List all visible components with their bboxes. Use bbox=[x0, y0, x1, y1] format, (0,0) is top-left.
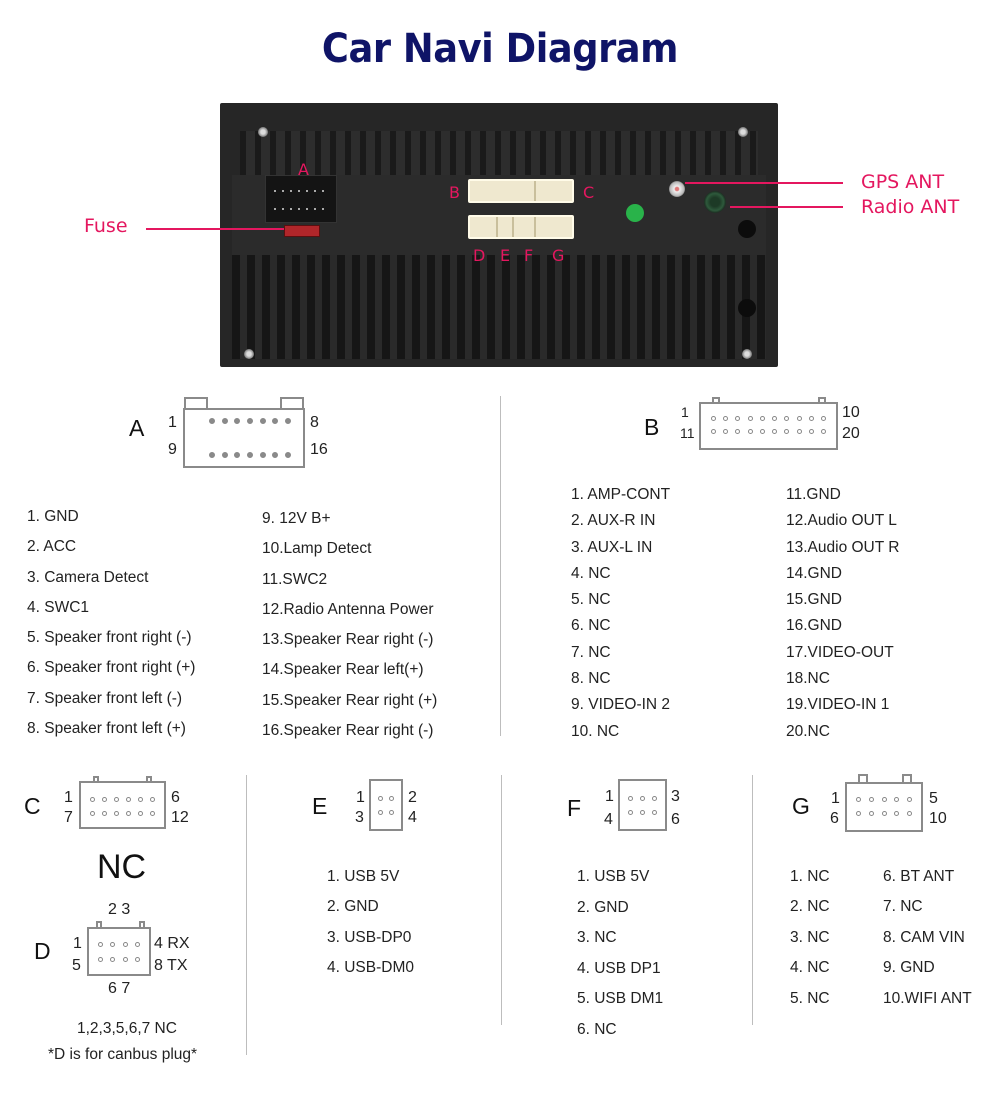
divider-cd-e bbox=[246, 775, 247, 1055]
pin-item: 1. GND bbox=[27, 508, 79, 525]
connector-b-housing bbox=[699, 402, 838, 450]
pin-item: 5. NC bbox=[790, 989, 830, 1007]
radio-ant-label: Radio ANT bbox=[861, 196, 960, 218]
pin-item: 2. AUX-R IN bbox=[571, 512, 656, 530]
pin-item: 6. Speaker front right (+) bbox=[27, 659, 196, 677]
pin-item: 9. GND bbox=[883, 959, 935, 977]
photo-label-f: F bbox=[524, 246, 534, 265]
connector-d-housing bbox=[87, 927, 151, 976]
connector-e-pins bbox=[327, 862, 414, 983]
screw-icon bbox=[258, 127, 268, 137]
pin-item: 5. USB DM1 bbox=[577, 990, 664, 1007]
pin-item: 5. Speaker front right (-) bbox=[27, 629, 192, 647]
screw-icon bbox=[244, 349, 254, 359]
pin-item: 8. CAM VIN bbox=[883, 928, 965, 946]
plug-defg-photo bbox=[468, 215, 574, 239]
pin-label: 3 bbox=[671, 788, 680, 805]
pin-label-tx: 8 TX bbox=[154, 957, 188, 974]
pin-item: 3. USB-DP0 bbox=[327, 928, 412, 946]
photo-label-e: E bbox=[500, 246, 511, 265]
photo-label-g: G bbox=[552, 246, 565, 265]
pin-item: 10.WIFI ANT bbox=[883, 989, 972, 1007]
pin-item: 6. BT ANT bbox=[883, 868, 955, 885]
pin-item: 1. AMP-CONT bbox=[571, 486, 671, 503]
connector-g-pins-left bbox=[790, 862, 830, 1014]
connector-d-letter: D bbox=[34, 938, 51, 964]
pin-item: 7. Speaker front left (-) bbox=[27, 689, 183, 707]
fuse-photo bbox=[284, 225, 320, 237]
pin-item: 11.GND bbox=[786, 486, 841, 503]
screw-icon bbox=[738, 127, 748, 137]
pin-label: 9 bbox=[168, 441, 177, 458]
fuse-leader-line bbox=[146, 228, 284, 230]
connector-b-letter: B bbox=[644, 414, 660, 440]
connector-f-pins bbox=[577, 862, 663, 1045]
pin-item: 2. NC bbox=[790, 898, 830, 916]
photo-label-a: A bbox=[298, 160, 309, 179]
connector-a-letter: A bbox=[129, 415, 145, 441]
connector-a-housing bbox=[183, 408, 305, 468]
pin-item: 20.NC bbox=[786, 722, 830, 740]
pin-item: 19.VIDEO-IN 1 bbox=[786, 696, 890, 714]
pin-item: 11.SWC2 bbox=[262, 570, 328, 588]
pin-label: 6 bbox=[671, 811, 680, 828]
pin-item: 12.Audio OUT L bbox=[786, 512, 897, 530]
connector-b-pins-left bbox=[571, 482, 670, 745]
pin-label-rx: 4 RX bbox=[154, 935, 190, 952]
connector-c-housing bbox=[79, 781, 166, 829]
page-title: Car Navi Diagram bbox=[321, 26, 679, 72]
pin-item: 8. Speaker front left (+) bbox=[27, 720, 186, 738]
divider-f-g bbox=[752, 775, 753, 1025]
pin-item: 4. NC bbox=[571, 564, 611, 582]
pin-item: 6. NC bbox=[577, 1020, 617, 1038]
pin-item: 15.GND bbox=[786, 591, 842, 609]
pin-label: 2 bbox=[408, 789, 417, 806]
connector-f-housing bbox=[618, 779, 667, 831]
pin-label: 1 bbox=[356, 789, 365, 806]
screw-icon bbox=[742, 349, 752, 359]
pin-label: 10 bbox=[842, 404, 860, 421]
pin-item: 1. USB 5V bbox=[327, 868, 400, 885]
pin-item: 3. NC bbox=[577, 929, 617, 946]
pin-label: 2 3 bbox=[108, 901, 131, 918]
connector-c-status: NC bbox=[97, 848, 147, 886]
pin-item: 4. NC bbox=[790, 959, 830, 977]
gps-ant-label: GPS ANT bbox=[861, 171, 945, 193]
pin-item: 10. NC bbox=[571, 722, 620, 740]
connector-d-canbus-note: *D is for canbus plug* bbox=[48, 1046, 198, 1063]
pin-item: 7. NC bbox=[883, 898, 923, 916]
divider-ab bbox=[500, 396, 501, 736]
pin-label: 6 bbox=[171, 789, 180, 806]
pin-item: 10.Lamp Detect bbox=[262, 540, 372, 558]
photo-label-d: D bbox=[473, 246, 486, 265]
pin-label: 1 bbox=[681, 404, 689, 420]
pin-label: 10 bbox=[929, 810, 947, 827]
pin-item: 3. AUX-L IN bbox=[571, 538, 653, 556]
heatsink-bottom bbox=[232, 255, 766, 359]
pin-item: 7. NC bbox=[571, 643, 611, 661]
photo-label-b: B bbox=[449, 183, 460, 202]
pin-item: 18.NC bbox=[786, 670, 830, 688]
pin-item: 3. NC bbox=[790, 928, 830, 946]
pin-label: 5 bbox=[72, 957, 81, 974]
pin-item: 16.GND bbox=[786, 617, 842, 635]
head-unit-rear-photo bbox=[220, 103, 778, 367]
pin-item: 13.Audio OUT R bbox=[786, 538, 900, 556]
pin-label: 16 bbox=[310, 441, 328, 458]
gps-antenna-jack bbox=[669, 181, 685, 197]
qc-pass-sticker bbox=[626, 204, 644, 222]
pin-label: 3 bbox=[355, 809, 364, 826]
pin-item: 9. VIDEO-IN 2 bbox=[571, 696, 671, 714]
pin-item: 8. NC bbox=[571, 670, 611, 688]
photo-label-c: C bbox=[583, 183, 595, 202]
connector-e-letter: E bbox=[312, 793, 328, 819]
heatsink-top bbox=[240, 131, 758, 175]
pin-label: 20 bbox=[842, 425, 860, 442]
pin-label: 1 bbox=[605, 788, 614, 805]
pin-label: 5 bbox=[929, 790, 938, 807]
pin-item: 14.Speaker Rear left(+) bbox=[262, 661, 424, 679]
pin-item: 12.Radio Antenna Power bbox=[262, 600, 434, 618]
pin-item: 16.Speaker Rear right (-) bbox=[262, 722, 434, 740]
pin-item: 4. USB DP1 bbox=[577, 959, 661, 977]
pin-label: 1 bbox=[64, 789, 73, 806]
pin-item: 2. GND bbox=[577, 898, 629, 916]
connector-g-housing bbox=[845, 782, 923, 832]
connector-e-housing bbox=[369, 779, 403, 831]
fuse-label: Fuse bbox=[84, 215, 128, 237]
pin-label: 1 bbox=[831, 790, 840, 807]
pin-label: 4 bbox=[408, 809, 417, 826]
pin-item: 1. NC bbox=[790, 868, 830, 885]
divider-e-f bbox=[501, 775, 502, 1025]
pin-label: 1 bbox=[168, 414, 177, 431]
pin-item: 3. Camera Detect bbox=[27, 568, 149, 586]
pin-item: 1. USB 5V bbox=[577, 868, 650, 885]
pin-label: 6 7 bbox=[108, 980, 131, 997]
pin-item: 2. GND bbox=[327, 898, 379, 916]
pin-item: 13.Speaker Rear right (-) bbox=[262, 631, 434, 649]
pin-item: 17.VIDEO-OUT bbox=[786, 643, 894, 661]
connector-b-pins-right bbox=[786, 482, 899, 745]
pin-item: 4. SWC1 bbox=[27, 598, 90, 616]
pin-item: 15.Speaker Rear right (+) bbox=[262, 691, 438, 709]
pin-label: 1 bbox=[73, 935, 82, 952]
pin-label: 6 bbox=[830, 810, 839, 827]
pin-item: 14.GND bbox=[786, 564, 842, 582]
mount-hole bbox=[738, 299, 756, 317]
pin-item: 9. 12V B+ bbox=[262, 510, 331, 527]
pin-label: 4 bbox=[604, 811, 613, 828]
plug-bc-photo bbox=[468, 179, 574, 203]
connector-a-photo bbox=[265, 175, 337, 223]
pin-label: 8 bbox=[310, 414, 319, 431]
radio-antenna-jack bbox=[704, 191, 726, 213]
pin-item: 5. NC bbox=[571, 591, 611, 609]
connector-f-letter: F bbox=[567, 795, 582, 821]
mount-hole bbox=[738, 220, 756, 238]
connector-c-letter: C bbox=[24, 793, 41, 819]
connector-d-nc-note: 1,2,3,5,6,7 NC bbox=[77, 1020, 177, 1037]
connector-g-letter: G bbox=[792, 793, 810, 819]
pin-label: 11 bbox=[680, 425, 695, 441]
radio-leader-line bbox=[730, 206, 843, 208]
pin-label: 12 bbox=[171, 809, 189, 826]
connector-a-pins-right bbox=[262, 504, 437, 746]
pin-item: 4. USB-DM0 bbox=[327, 958, 414, 976]
gps-leader-line bbox=[685, 182, 843, 184]
pin-label: 7 bbox=[64, 809, 73, 826]
connector-g-pins-right bbox=[883, 862, 972, 1014]
connector-a-pins-left bbox=[27, 502, 195, 744]
pin-item: 2. ACC bbox=[27, 538, 77, 556]
pin-item: 6. NC bbox=[571, 617, 611, 635]
